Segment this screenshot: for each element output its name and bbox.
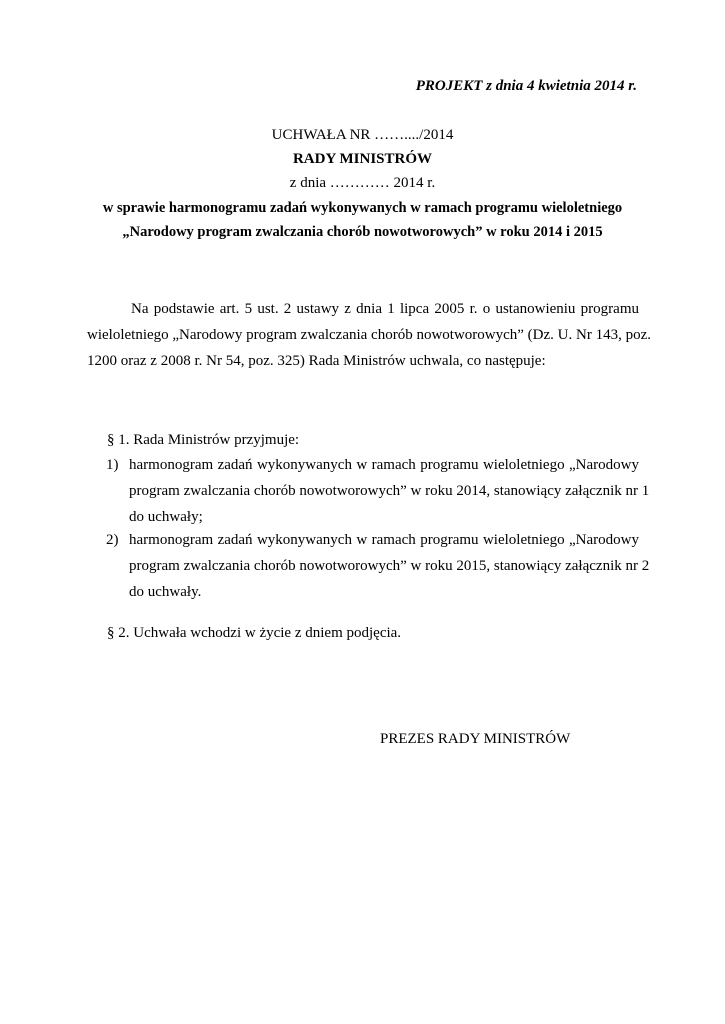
resolution-number: UCHWAŁA NR ……..../2014 [271,127,454,143]
section-1-heading: § 1. Rada Ministrów przyjmuje: [107,432,300,448]
list-item-line-3: do uchwały; [129,509,203,525]
list-item-line-1: harmonogram zadań wykonywanych w ramach programu wieloletniego „Narodowy [129,457,639,473]
list-item [87,452,650,530]
section-2-text: § 2. Uchwała wchodzi w życie z dniem podjęcia. [107,625,402,641]
list-item-body [129,527,650,605]
preamble-paragraph [87,296,651,374]
list-item-number: 2) [106,532,119,548]
preamble-line-3: 1200 oraz z 2008 r. Nr 54, poz. 325) Rada Ministrów uchwala, co następuje: [87,353,546,369]
list-item [87,527,650,605]
list-item-line-2: program zwalczania chorób nowotworowych” w roku 2014, stanowiący załącznik nr 1 [129,483,650,499]
resolution-subject-line-1: w sprawie harmonogramu zadań wykonywanych w ramach programu wieloletniego [102,200,623,216]
resolution-issuer: RADY MINISTRÓW [292,151,433,167]
resolution-subject-line-2: „Narodowy program zwalczania chorób nowotworowych” w roku 2014 i 2015 [122,224,603,240]
resolution-date: z dnia ………… 2014 r. [289,175,436,191]
signature-line: PREZES RADY MINISTRÓW [380,731,571,747]
project-date-label: PROJEKT z dnia 4 kwietnia 2014 r. [415,78,637,94]
list-item-line-1: harmonogram zadań wykonywanych w ramach programu wieloletniego „Narodowy [129,532,639,548]
preamble-line-2: wieloletniego „Narodowy program zwalczania chorób nowotworowych” (Dz. U. Nr 143, poz. [87,327,651,343]
preamble-line-1: Na podstawie art. 5 ust. 2 ustawy z dnia 1 lipca 2005 r. o ustanowieniu programu [131,301,639,317]
list-item-body [129,452,650,530]
list-item-number: 1) [106,457,119,473]
list-item-line-2: program zwalczania chorób nowotworowych” w roku 2015, stanowiący załącznik nr 2 [129,558,650,574]
list-item-line-3: do uchwały. [129,584,202,600]
